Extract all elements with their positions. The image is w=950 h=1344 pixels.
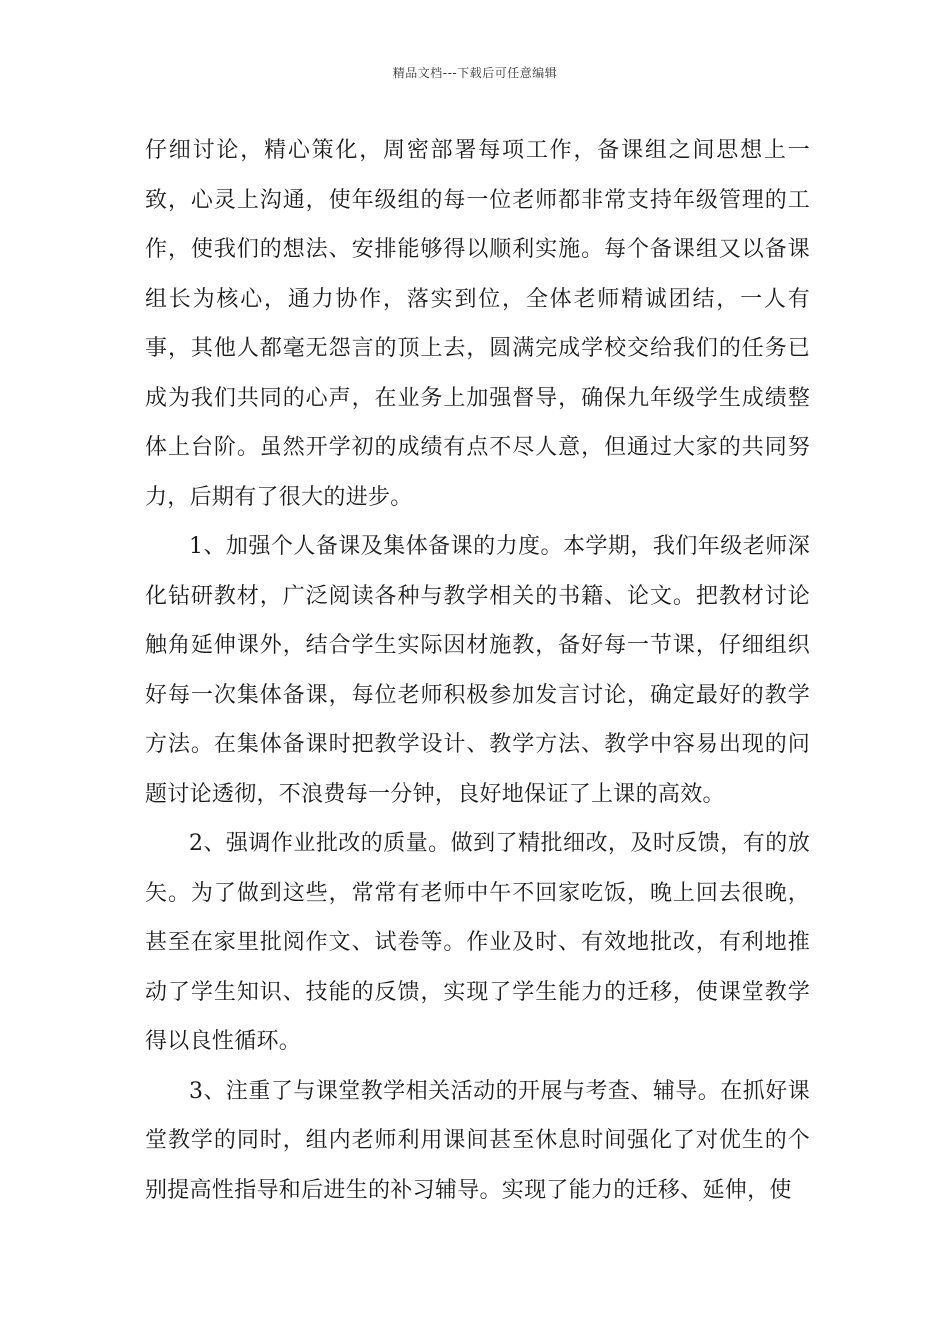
paragraph-continuation: 仔细讨论，精心策化，周密部署每项工作，备课组之间思想上一致，心灵上沟通，使年级组的每一位老师都非常支持年级管理的工作，使我们的想法、安排能够得以顺利实施。每个备课组又以备课组长为核心，通力协作，落实到位，全体老师精诚团结，一人有事，其他人都毫无怨言的顶上去，圆满完成学校交给我们的任务已成为我们共同的心声，在业务上加强督导，确保九年级学生成绩整体上台阶。虽然开学初的成绩有点不尽人意，但通过大家的共同努力，后期有了很大的进步。 [145,138,810,510]
paragraph-item-1: 1、加强个人备课及集体备课的力度。本学期，我们年级老师深化钻研教材，广泛阅读各种与教学相关的书籍、论文。把教材讨论触角延伸课外，结合学生实际因材施教，备好每一节课，仔细组织好每一次集体备课，每位老师积极参加发言讨论，确定最好的教学方法。在集体备课时把教学设计、教学方法、教学中容易出现的问题讨论透彻，不浪费每一分钟，良好地保证了上课的高效。 [145,534,810,807]
page-header: 精品文档---下载后可任意编辑 [392,66,558,80]
document-body [145,126,810,1215]
paragraph-item-2: 2、强调作业批改的质量。做到了精批细改，及时反馈，有的放矢。为了做到这些，常常有老师中午不回家吃饭，晚上回去很晚，甚至在家里批阅作文、试卷等。作业及时、有效地批改，有利地推动了学生知识、技能的反馈，实现了学生能力的迁移，使课堂教学得以良性循环。 [145,831,810,1054]
paragraph-item-3: 3、注重了与课堂教学相关活动的开展与考查、辅导。在抓好课堂教学的同时，组内老师利用课间甚至休息时间强化了对优生的个别提高性指导和后进生的补习辅导。实现了能力的迁移、延伸，使 [145,1078,810,1203]
